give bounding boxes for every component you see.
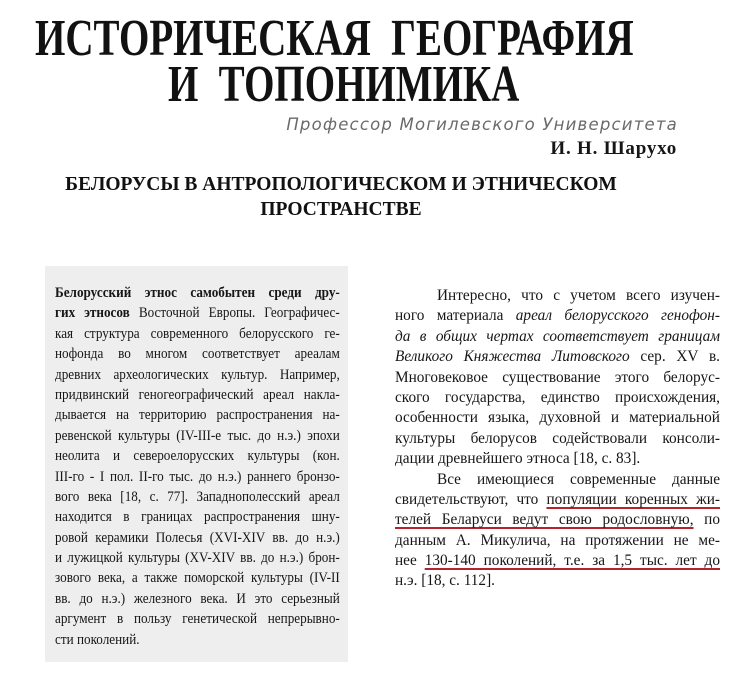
text-segment: Восточной Европы. Географичес- bbox=[129, 305, 340, 322]
text-segment: ного материала bbox=[395, 307, 516, 325]
italic-phrase: Великого Княжества Литовского bbox=[395, 348, 630, 366]
text-line: ского государства, единство происхождения, bbox=[395, 388, 720, 406]
text-segment: свидетельствуют, что bbox=[395, 490, 547, 508]
text-line: зового века, а также поморской культуры (IV-II bbox=[55, 570, 340, 587]
text-line: ровой керамики Полесья (XVI-XIV вв. до н.э.) bbox=[55, 529, 340, 546]
section-title-line-2: И ТОПОНИМИКА bbox=[168, 56, 520, 113]
article-title-line-1: БЕЛОРУСЫ В АНТРОПОЛОГИЧЕСКОМ И ЭТНИЧЕСКОМ bbox=[65, 174, 617, 195]
text-line bbox=[395, 551, 720, 571]
text-line: Интересно, что с учетом всего изучен- bbox=[437, 287, 720, 304]
text-line: и лужицкой культуры (XV-XIV вв. до н.э.) брон- bbox=[55, 550, 340, 567]
text-line bbox=[55, 303, 340, 323]
text-line: придвинский геногеографический ареал накла- bbox=[55, 386, 340, 403]
text-line: находится в границах распространения шну- bbox=[55, 509, 340, 526]
text-line bbox=[55, 283, 340, 303]
article-title-line-2: ПРОСТРАНСТВЕ bbox=[260, 199, 422, 220]
text-line: Многовековое существование этого белорус- bbox=[395, 368, 720, 386]
bold-lead-phrase: гих этносов bbox=[55, 305, 130, 322]
text-line: ревенской культуры (IV-III-е тыс. до н.э.) эпохи bbox=[55, 427, 340, 444]
text-line bbox=[395, 306, 720, 326]
text-line bbox=[395, 347, 720, 367]
bold-lead-phrase: Белорусский этнос самобытен среди дру- bbox=[55, 285, 340, 301]
text-line: данным А. Микулича, на протяжении не ме- bbox=[395, 531, 720, 549]
text-line: особенности языка, духовной и материальной bbox=[395, 409, 720, 427]
text-line: неолита и североелорусских культуры (кон. bbox=[55, 448, 340, 465]
paragraph bbox=[395, 470, 720, 592]
text-line: кая структура современного белорусского ге- bbox=[55, 325, 340, 342]
text-line bbox=[395, 510, 720, 530]
text-segment: по bbox=[693, 511, 720, 529]
text-line: Все имеющиеся современные данные bbox=[437, 470, 720, 488]
text-line: дывается на территорию распространения на- bbox=[55, 407, 340, 424]
italic-phrase: ареал белорусского генофон- bbox=[515, 307, 720, 325]
paragraph bbox=[395, 286, 720, 470]
text-line bbox=[395, 490, 720, 510]
underlined-phrase: 130-140 поколений, т.е. за 1,5 тыс. лет до bbox=[424, 552, 720, 570]
section-title-line-1: ИСТОРИЧЕСКАЯ ГЕОГРАФИЯ bbox=[35, 10, 634, 67]
right-column bbox=[395, 286, 720, 592]
text-segment: сер. XV в. bbox=[629, 348, 720, 366]
text-line: древних археологических культур. Например, bbox=[55, 366, 340, 383]
text-segment: нее bbox=[395, 552, 425, 570]
author-affiliation: Профессор Могилевского Университета bbox=[286, 115, 678, 134]
text-line: сти поколений. bbox=[55, 631, 140, 648]
text-line: вого века [18, с. 77]. Западнополесский ареал bbox=[55, 488, 340, 505]
text-line: аргумент в пользу генетической непрерывно- bbox=[55, 611, 340, 628]
text-line: культуры белорусов содействовали консоли- bbox=[395, 429, 720, 447]
italic-phrase: да в общих чертах соответствует границам bbox=[395, 327, 720, 345]
text-line: вв. до н.э.) железного века. И это серьезный bbox=[55, 590, 340, 607]
text-line: н.э. [18, с. 112]. bbox=[395, 572, 495, 590]
author-name: И. Н. Шарухо bbox=[550, 138, 677, 159]
underlined-phrase: популяции коренных жи- bbox=[546, 490, 720, 508]
text-line bbox=[395, 327, 720, 347]
left-column bbox=[55, 283, 340, 650]
text-line: дации древнейшего этноса [18, с. 83]. bbox=[395, 450, 641, 468]
text-line: III-го - I пол. II-го тыс. до н.э.) раннего бронзо- bbox=[55, 468, 340, 485]
underlined-phrase: телей Беларуси ведут свою родословную, bbox=[395, 511, 694, 529]
text-line: нофонда во многом соответствует ареалам bbox=[55, 346, 340, 363]
